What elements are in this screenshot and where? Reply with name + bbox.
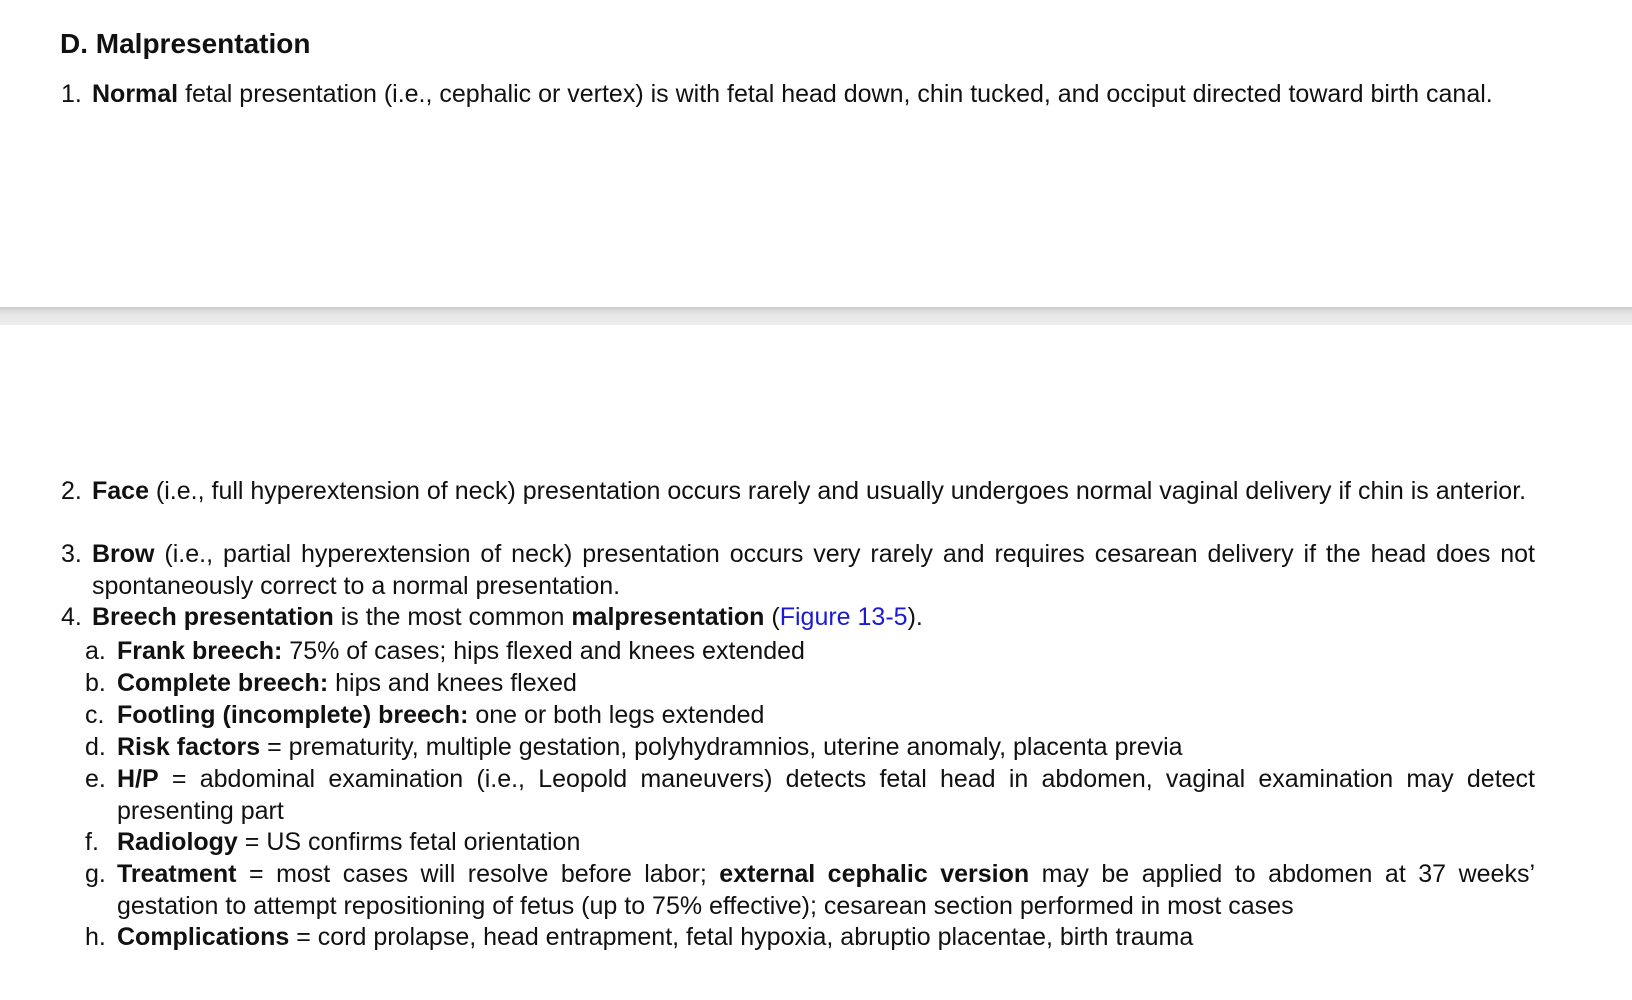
bold-term: Complete breech:	[117, 669, 329, 697]
list-item-4	[61, 602, 1535, 634]
subitem-c	[85, 700, 1535, 732]
list-number: e.	[85, 765, 106, 793]
bold-term: Brow	[92, 540, 155, 568]
figure-link[interactable]: Figure 13-5	[779, 603, 908, 631]
list-number: g.	[85, 860, 106, 888]
body-text: one or both legs extended	[468, 701, 765, 729]
list-number: 1.	[61, 80, 82, 108]
body-text: hips and knees flexed	[328, 669, 577, 697]
bold-term: Radiology	[117, 828, 238, 856]
bold-term: Face	[92, 477, 149, 505]
body-text: = abdominal examination (i.e., Leopold maneuvers) detects fetal head in abdomen, vaginal examination may detect presenting part	[117, 765, 1535, 825]
body-text: = cord prolapse, head entrapment, fetal hypoxia, abruptio placentae, birth trauma	[289, 923, 1194, 951]
body-text: (i.e., full hyperextension of neck) presentation occurs rarely and usually undergoes normal vaginal delivery if chin is anterior.	[148, 477, 1527, 505]
bold-term: Breech presentation	[92, 603, 334, 631]
page-break-divider	[0, 307, 1632, 325]
bold-term: Treatment	[117, 860, 237, 888]
list-number: d.	[85, 733, 106, 761]
page-upper	[0, 0, 1632, 307]
list-number: 4.	[61, 603, 82, 631]
bold-term: Complications	[117, 923, 290, 951]
list-number: c.	[85, 701, 105, 729]
body-text: 75% of cases; hips flexed and knees extended	[282, 637, 805, 665]
body-text: = US confirms fetal orientation	[237, 828, 581, 856]
subitem-e	[85, 764, 1535, 827]
bold-term: Frank breech:	[117, 637, 283, 665]
bold-term: H/P	[117, 765, 159, 793]
bold-term: external cephalic version	[719, 860, 1030, 888]
body-text: is the most common	[333, 603, 572, 631]
subitem-a	[85, 636, 1535, 668]
list-item-2	[61, 476, 1535, 508]
body-text: = most cases will resolve before labor;	[236, 860, 720, 888]
list-number: 2.	[61, 477, 82, 505]
bold-term: malpresentation	[571, 603, 765, 631]
subitem-g	[85, 859, 1535, 922]
bold-term: Risk factors	[117, 733, 261, 761]
subitem-b	[85, 668, 1535, 700]
subitem-f	[85, 827, 1535, 859]
list-number: a.	[85, 637, 106, 665]
body-text: (i.e., partial hyperextension of neck) presentation occurs very rarely and requires cesarean delivery if the head does not spontaneously correct to a normal presentation.	[92, 540, 1535, 600]
body-text: = prematurity, multiple gestation, polyhydramnios, uterine anomaly, placenta previa	[260, 733, 1183, 761]
body-text: fetal presentation (i.e., cephalic or vertex) is with fetal head down, chin tucked, and occiput directed toward birth canal.	[178, 80, 1493, 108]
list-number: b.	[85, 669, 106, 697]
body-text: may be applied to abdomen at 37 weeks’ gestation to attempt repositioning of fetus (up to 75% effective); cesarean section performed in most cases	[117, 860, 1535, 920]
section-heading: D. Malpresentation	[60, 28, 311, 59]
list-number: h.	[85, 923, 106, 951]
bold-term: Footling (incomplete) breech:	[117, 701, 469, 729]
subitem-d	[85, 732, 1535, 764]
list-number: 3.	[61, 540, 82, 568]
list-item-1	[61, 79, 1535, 111]
list-number: f.	[85, 828, 99, 856]
body-text: ).	[907, 603, 923, 631]
bold-term: Normal	[92, 80, 179, 108]
body-text: (	[764, 603, 780, 631]
subitem-h	[85, 922, 1535, 954]
list-item-3	[61, 539, 1535, 602]
